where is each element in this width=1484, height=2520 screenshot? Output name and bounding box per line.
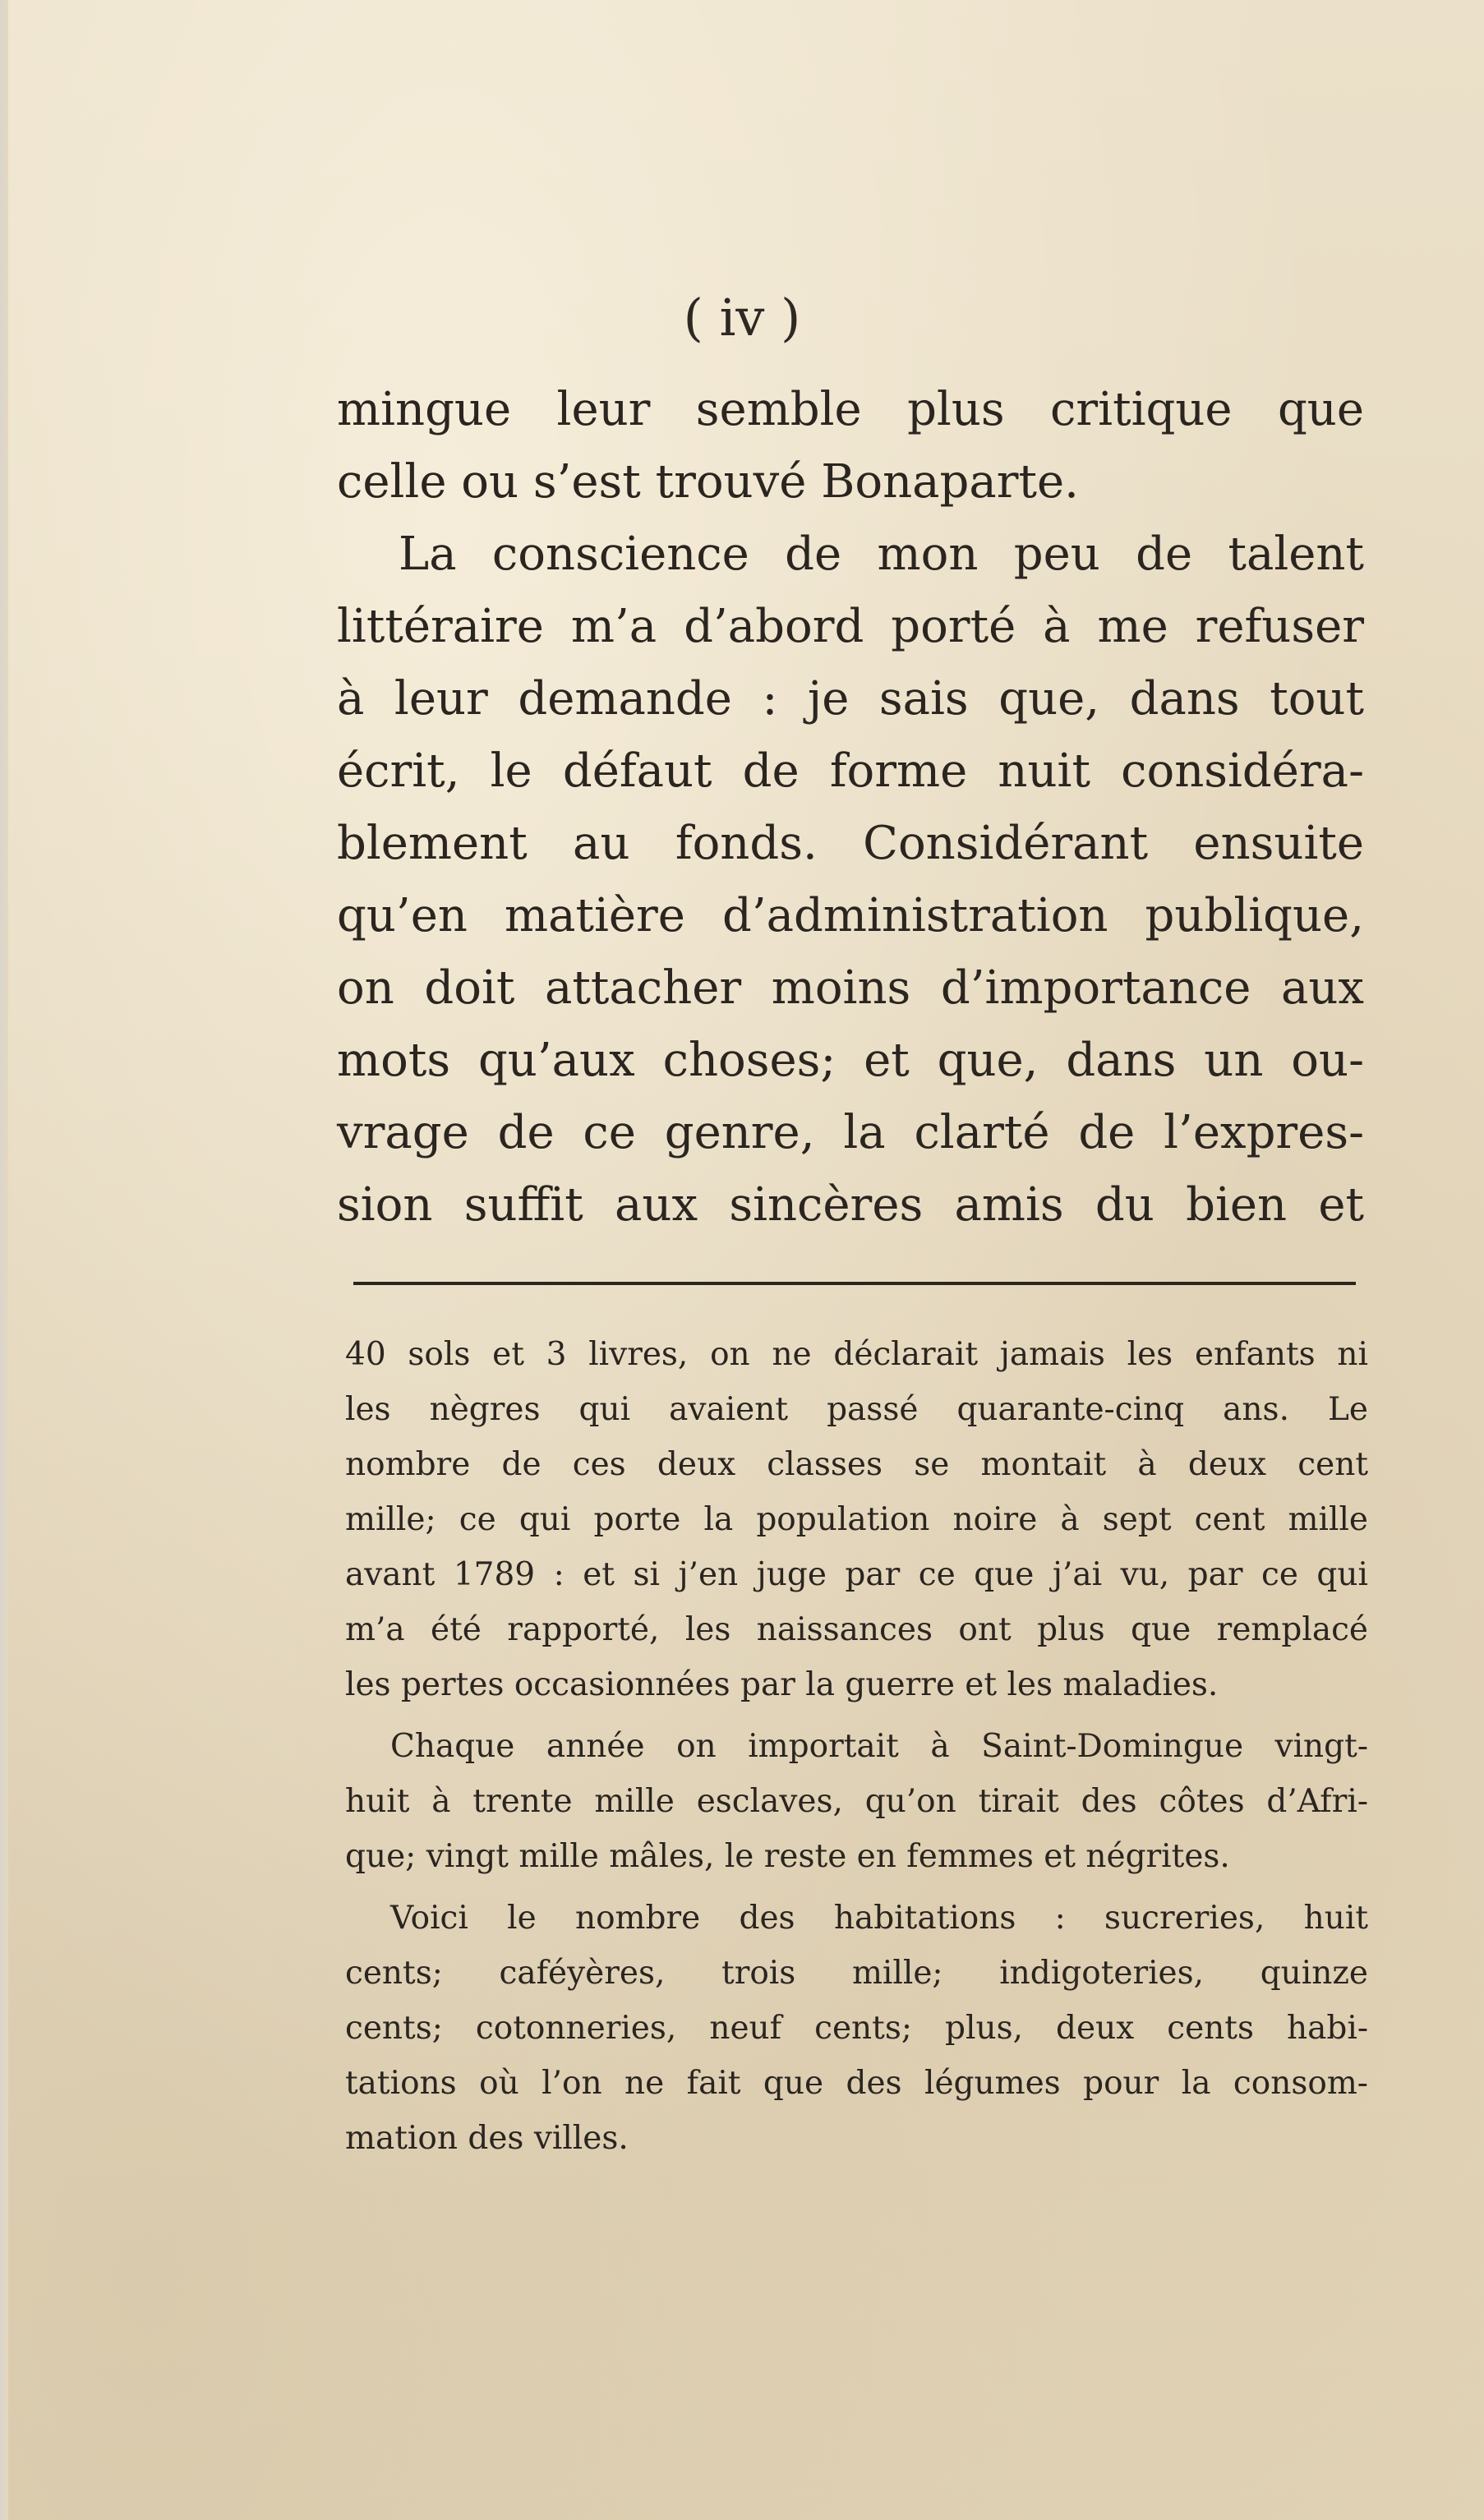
footnote-line: nombre de ces deux classes se montait à deux cent — [345, 1446, 1368, 1483]
footnote-line: mation des villes. — [345, 2120, 629, 2157]
paragraph-gap — [345, 1884, 1368, 1891]
text-line: La conscience de mon peu de talent — [399, 527, 1364, 581]
page-edge — [0, 0, 8, 2520]
text-line: celle ou s’est trouvé Bonaparte. — [337, 455, 1079, 509]
text-line: mingue leur semble plus critique que — [337, 383, 1364, 436]
paragraph-gap — [345, 1712, 1368, 1719]
text-line: blement au fonds. Considérant ensuite — [337, 817, 1364, 870]
footnote-line: les nègres qui avaient passé quarante-cinq ans. Le — [345, 1391, 1368, 1428]
footnote-line: cents; cotonneries, neuf cents; plus, deux cents habi- — [345, 2010, 1368, 2047]
footnote-line: cents; caféyères, trois mille; indigoteries, quinze — [345, 1955, 1368, 1992]
page-number: ( iv ) — [683, 288, 801, 348]
footnote-line: que; vingt mille mâles, le reste en femmes et négrites. — [345, 1838, 1230, 1875]
text-line: on doit attacher moins d’importance aux — [337, 961, 1364, 1015]
text-line: littéraire m’a d’abord porté à me refuser — [337, 600, 1364, 653]
footnote-block — [345, 1327, 1368, 2166]
footnote-line: mille; ce qui porte la population noire à sept cent mille — [345, 1501, 1368, 1538]
footnote-line: 40 sols et 3 livres, on ne déclarait jamais les enfants ni — [345, 1336, 1368, 1373]
footnote-divider — [353, 1282, 1356, 1285]
text-line: à leur demande : je sais que, dans tout — [337, 672, 1364, 726]
footnote-line: les pertes occasionnées par la guerre et les maladies. — [345, 1666, 1219, 1703]
footnote-line: avant 1789 : et si j’en juge par ce que j’ai vu, par ce qui — [345, 1556, 1368, 1593]
footnote-line: tations où l’on ne fait que des légumes pour la consom- — [345, 2065, 1368, 2102]
footnote-line: Chaque année on importait à Saint-Domingue vingt- — [390, 1728, 1368, 1765]
text-line: mots qu’aux choses; et que, dans un ou- — [337, 1034, 1364, 1087]
footnote-line: Voici le nombre des habitations : sucreries, huit — [390, 1900, 1368, 1937]
main-text-block — [337, 374, 1364, 1242]
text-line: vrage de ce genre, la clarté de l’expres- — [337, 1106, 1364, 1159]
footnote-line: huit à trente mille esclaves, qu’on tirait des côtes d’Afri- — [345, 1783, 1368, 1820]
text-line: écrit, le défaut de forme nuit considéra- — [337, 744, 1364, 798]
text-line: qu’en matière d’administration publique, — [337, 889, 1364, 942]
text-line: sion suffit aux sincères amis du bien et — [337, 1178, 1364, 1232]
footnote-line: m’a été rapporté, les naissances ont plus que remplacé — [345, 1611, 1368, 1648]
